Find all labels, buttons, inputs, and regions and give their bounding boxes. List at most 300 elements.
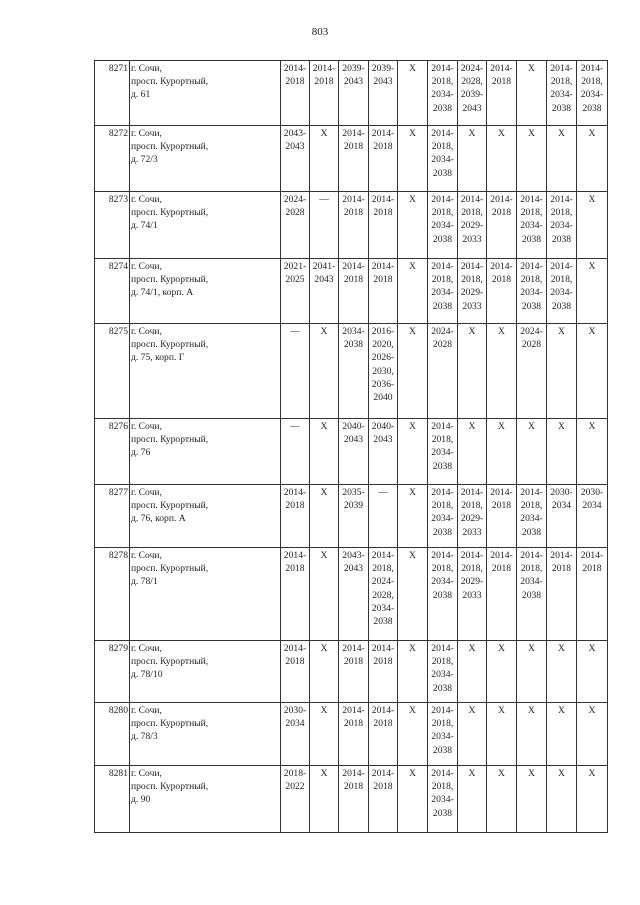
period-line: X — [409, 550, 416, 561]
period-cell — [458, 641, 487, 703]
address-line: г. Сочи, — [131, 705, 162, 716]
address-line: д. 78/1 — [131, 576, 158, 588]
period-line: 2018 — [285, 76, 305, 88]
period-line: 2043 — [314, 274, 334, 286]
period-cell — [339, 703, 369, 766]
table-row — [95, 703, 608, 766]
period-cell — [577, 126, 608, 192]
period-cell — [547, 324, 577, 419]
period-line: X — [409, 643, 416, 654]
period-cell — [369, 548, 398, 641]
period-line: 2034- — [431, 794, 454, 806]
period-line: 2024- — [371, 576, 395, 588]
period-line: 2029- — [460, 513, 484, 525]
period-line: 2014- — [550, 63, 573, 74]
period-line: 2043 — [462, 102, 482, 114]
address-line: д. 74/1 — [131, 220, 158, 232]
period-line: 2018 — [491, 207, 512, 219]
period-line: 2034- — [431, 669, 454, 681]
period-line: 2034- — [431, 447, 454, 459]
period-line: 2034- — [342, 326, 365, 337]
period-cell — [517, 766, 547, 833]
address-cell — [130, 126, 281, 192]
period-line: X — [320, 550, 328, 561]
period-line: 2034- — [371, 602, 395, 614]
period-cell — [547, 485, 577, 548]
period-line: 2014- — [490, 261, 513, 272]
period-cell — [487, 61, 517, 126]
period-cell — [398, 548, 428, 641]
period-cell — [458, 485, 487, 548]
period-cell — [339, 324, 369, 419]
row-number: 8275 — [95, 324, 130, 419]
period-line: — — [290, 326, 300, 337]
period-cell — [428, 485, 458, 548]
table-row — [95, 548, 608, 641]
address-line: просп. Курортный, — [131, 434, 209, 446]
period-line: 2014- — [342, 128, 365, 139]
period-line: 2030- — [283, 705, 307, 716]
period-cell — [517, 61, 547, 126]
period-line: 2014- — [431, 487, 454, 498]
address-line: д. 75, корп. Г — [131, 352, 185, 364]
address-cell — [130, 419, 281, 485]
period-line: X — [320, 421, 328, 432]
period-line: 2018 — [373, 718, 393, 730]
period-line: 2034- — [431, 154, 454, 166]
period-line: 2018, — [431, 434, 454, 446]
period-line: 2021- — [283, 261, 307, 272]
period-line: 2034- — [431, 89, 454, 101]
period-line: 2018, — [431, 274, 454, 286]
address-line: д. 72/3 — [131, 154, 158, 166]
period-cell — [339, 259, 369, 324]
period-line: 2020, — [372, 339, 394, 351]
period-line: X — [409, 326, 416, 337]
period-line: 2029- — [460, 287, 484, 299]
period-cell — [517, 419, 547, 485]
period-line: 2014- — [431, 128, 454, 139]
period-line: 2022 — [285, 781, 305, 793]
period-cell — [369, 766, 398, 833]
address-line: просп. Курортный, — [131, 141, 209, 153]
period-line: 2014- — [342, 194, 365, 205]
address-line: просп. Курортный, — [131, 781, 209, 793]
period-line: 2018- — [283, 768, 307, 779]
period-line: 2018, — [581, 76, 603, 88]
address-line: г. Сочи, — [131, 421, 162, 432]
period-cell — [369, 192, 398, 259]
period-cell — [339, 766, 369, 833]
period-line: 2014- — [520, 487, 543, 498]
period-line: 2038 — [521, 589, 542, 601]
period-line: X — [320, 705, 328, 716]
period-line: 2018 — [343, 718, 364, 730]
period-cell — [517, 126, 547, 192]
period-cell — [281, 61, 310, 126]
address-line: г. Сочи, — [131, 194, 162, 205]
period-cell — [398, 419, 428, 485]
period-line: X — [468, 421, 476, 432]
period-cell — [458, 766, 487, 833]
period-line: 2030, — [372, 365, 394, 377]
period-cell — [428, 126, 458, 192]
period-cell — [577, 324, 608, 419]
period-cell — [577, 548, 608, 641]
period-line: 2014- — [371, 261, 395, 272]
period-line: 2014- — [460, 550, 484, 561]
period-line: 2038 — [432, 589, 453, 601]
table-row — [95, 259, 608, 324]
period-line: X — [588, 194, 596, 205]
period-cell — [369, 703, 398, 766]
row-number: 8279 — [95, 641, 130, 703]
period-line: 2018 — [373, 207, 393, 219]
period-cell — [487, 192, 517, 259]
period-line: X — [498, 705, 505, 716]
row-number: 8281 — [95, 766, 130, 833]
period-cell — [428, 192, 458, 259]
period-line: X — [588, 705, 596, 716]
period-line: 2034- — [431, 576, 454, 588]
period-line: 2018 — [343, 207, 364, 219]
period-line: — — [378, 487, 388, 498]
period-line: 2024- — [431, 326, 454, 337]
period-line: 2018, — [431, 76, 454, 88]
period-line: 2043 — [285, 141, 305, 153]
period-cell — [281, 126, 310, 192]
table-row — [95, 192, 608, 259]
period-cell — [428, 548, 458, 641]
period-line: X — [409, 487, 416, 498]
period-line: 2038 — [551, 102, 572, 114]
period-line: X — [558, 128, 565, 139]
period-line: 2018 — [373, 141, 393, 153]
period-line: 2029- — [460, 220, 484, 232]
period-cell — [577, 259, 608, 324]
period-line: 2028 — [432, 339, 453, 351]
address-line: д. 61 — [131, 89, 151, 101]
period-line: 2018 — [285, 563, 305, 575]
address-cell — [130, 192, 281, 259]
period-cell — [458, 419, 487, 485]
period-cell — [398, 61, 428, 126]
period-line: 2038 — [432, 233, 453, 245]
period-cell — [458, 61, 487, 126]
period-cell — [428, 766, 458, 833]
address-line: г. Сочи, — [131, 768, 162, 779]
period-cell — [369, 126, 398, 192]
period-line: X — [588, 643, 596, 654]
period-line: 2014- — [460, 487, 484, 498]
period-line: 2038 — [432, 744, 453, 756]
period-line: 2018 — [285, 656, 305, 668]
period-line: 2034- — [550, 220, 573, 232]
period-cell — [517, 192, 547, 259]
period-line: 2028 — [521, 339, 542, 351]
period-line: 2018 — [343, 274, 364, 286]
period-line: X — [498, 421, 505, 432]
period-line: 2038 — [373, 616, 393, 628]
period-line: X — [528, 128, 535, 139]
period-cell — [281, 766, 310, 833]
period-cell — [339, 192, 369, 259]
period-cell — [577, 61, 608, 126]
period-cell — [369, 324, 398, 419]
period-cell — [547, 703, 577, 766]
period-cell — [310, 485, 339, 548]
period-line: 2038 — [432, 526, 453, 538]
period-line: 2036- — [371, 378, 395, 390]
period-line: X — [409, 705, 416, 716]
period-line: 2018 — [582, 563, 602, 575]
period-line: 2029- — [460, 576, 484, 588]
period-line: 2034- — [580, 89, 604, 101]
period-line: X — [498, 768, 505, 779]
period-line: X — [468, 128, 476, 139]
period-line: 2014- — [431, 261, 454, 272]
period-line: 2014- — [312, 63, 336, 74]
period-cell — [487, 485, 517, 548]
period-line: 2018, — [520, 500, 543, 512]
period-cell — [398, 324, 428, 419]
period-line: 2018 — [551, 563, 572, 575]
period-line: 2034- — [550, 89, 573, 101]
period-line: X — [320, 643, 328, 654]
period-line: 2038 — [521, 300, 542, 312]
period-line: X — [409, 421, 416, 432]
period-line: 2034- — [431, 287, 454, 299]
period-line: 2025 — [285, 274, 305, 286]
period-line: 2038 — [432, 682, 453, 694]
period-cell — [281, 703, 310, 766]
address-line: просп. Курортный, — [131, 274, 209, 286]
period-line: 2018, — [550, 76, 573, 88]
period-line: 2014- — [371, 768, 395, 779]
period-cell — [369, 419, 398, 485]
period-line: X — [558, 326, 565, 337]
period-line: X — [558, 768, 565, 779]
address-line: просп. Курортный, — [131, 207, 209, 219]
period-line: 2018, — [461, 563, 483, 575]
period-line: 2014- — [371, 194, 395, 205]
period-line: X — [409, 768, 416, 779]
address-cell — [130, 61, 281, 126]
period-line: 2034- — [520, 576, 543, 588]
period-line: 2014- — [431, 768, 454, 779]
row-number: 8273 — [95, 192, 130, 259]
period-cell — [310, 419, 339, 485]
period-line: 2014- — [490, 487, 513, 498]
period-line: 2018, — [431, 563, 454, 575]
period-cell — [310, 126, 339, 192]
period-line: 2043 — [343, 434, 364, 446]
period-line: 2028, — [372, 589, 394, 601]
period-cell — [458, 126, 487, 192]
period-line: X — [409, 63, 416, 74]
period-line: 2014- — [342, 768, 365, 779]
period-cell — [310, 259, 339, 324]
period-cell — [281, 192, 310, 259]
period-line: 2040- — [342, 421, 365, 432]
period-line: 2043 — [373, 76, 393, 88]
period-line: 2034- — [550, 287, 573, 299]
period-line: 2018 — [343, 781, 364, 793]
period-cell — [547, 548, 577, 641]
period-line: 2014- — [371, 550, 395, 561]
period-cell — [369, 641, 398, 703]
period-line: 2034 — [582, 500, 602, 512]
period-line: 2026- — [371, 352, 395, 364]
period-cell — [398, 126, 428, 192]
period-line: 2018, — [461, 207, 483, 219]
period-line: 2034 — [551, 500, 572, 512]
period-cell — [281, 259, 310, 324]
period-line: 2034- — [431, 220, 454, 232]
row-number: 8276 — [95, 419, 130, 485]
period-cell — [310, 548, 339, 641]
period-line: 2038 — [432, 807, 453, 819]
period-line: X — [468, 705, 476, 716]
period-line: 2034- — [520, 287, 543, 299]
period-line: X — [468, 768, 476, 779]
period-line: 2043 — [343, 563, 364, 575]
period-cell — [577, 641, 608, 703]
address-cell — [130, 766, 281, 833]
period-line: 2014- — [490, 550, 513, 561]
period-line: X — [528, 421, 535, 432]
period-line: 2014- — [490, 194, 513, 205]
period-line: 2014- — [342, 643, 365, 654]
period-cell — [487, 259, 517, 324]
table-row — [95, 324, 608, 419]
period-cell — [547, 61, 577, 126]
address-line: просп. Курортный, — [131, 563, 209, 575]
period-line: 2038 — [521, 233, 542, 245]
period-line: 2014- — [520, 194, 543, 205]
period-line: X — [468, 326, 476, 337]
period-line: 2018 — [373, 656, 393, 668]
period-line: 2014- — [431, 705, 454, 716]
address-line: г. Сочи, — [131, 487, 162, 498]
period-cell — [547, 192, 577, 259]
period-cell — [339, 419, 369, 485]
period-line: 2014- — [550, 261, 573, 272]
period-line: 2038 — [551, 300, 572, 312]
address-line: д. 78/3 — [131, 731, 158, 743]
row-number: 8280 — [95, 703, 130, 766]
period-line: 2043 — [373, 434, 393, 446]
period-cell — [398, 485, 428, 548]
address-line: просп. Курортный, — [131, 718, 209, 730]
period-line: 2018 — [373, 781, 393, 793]
period-line: — — [319, 194, 329, 205]
period-cell — [487, 324, 517, 419]
period-line: 2028, — [461, 76, 483, 88]
address-cell — [130, 324, 281, 419]
period-line: 2038 — [432, 300, 453, 312]
period-line: 2034 — [285, 718, 305, 730]
period-line: 2014- — [371, 705, 395, 716]
period-cell — [398, 259, 428, 324]
period-line: 2034- — [431, 513, 454, 525]
period-line: X — [558, 705, 565, 716]
address-line: г. Сочи, — [131, 643, 162, 654]
period-cell — [339, 548, 369, 641]
period-line: 2018, — [431, 781, 454, 793]
period-cell — [458, 548, 487, 641]
period-line: 2040 — [373, 392, 393, 404]
period-cell — [458, 703, 487, 766]
table-row — [95, 419, 608, 485]
period-line: 2014- — [520, 261, 543, 272]
period-cell — [547, 126, 577, 192]
period-cell — [281, 548, 310, 641]
period-line: 2039 — [343, 500, 364, 512]
period-cell — [577, 766, 608, 833]
period-line: X — [528, 63, 535, 74]
period-line: 2014- — [371, 128, 395, 139]
period-line: 2018 — [314, 76, 334, 88]
period-cell — [547, 259, 577, 324]
period-line: 2043 — [343, 76, 364, 88]
period-cell — [487, 703, 517, 766]
period-line: 2014- — [283, 487, 307, 498]
period-line: — — [290, 421, 300, 432]
address-cell — [130, 703, 281, 766]
period-line: 2014- — [283, 63, 307, 74]
period-line: 2018, — [431, 500, 454, 512]
address-line: г. Сочи, — [131, 550, 162, 561]
row-number: 8278 — [95, 548, 130, 641]
address-cell — [130, 548, 281, 641]
period-cell — [310, 641, 339, 703]
row-number: 8272 — [95, 126, 130, 192]
period-cell — [577, 703, 608, 766]
address-line: просп. Курортный, — [131, 76, 209, 88]
period-line: 2033 — [462, 526, 482, 538]
period-cell — [310, 324, 339, 419]
period-cell — [517, 324, 547, 419]
period-cell — [487, 419, 517, 485]
table-row — [95, 485, 608, 548]
period-line: 2038 — [432, 460, 453, 472]
period-line: 2018 — [491, 274, 512, 286]
period-line: X — [409, 261, 416, 272]
period-cell — [281, 485, 310, 548]
address-cell — [130, 641, 281, 703]
period-cell — [517, 259, 547, 324]
period-line: 2034- — [520, 220, 543, 232]
period-cell — [428, 259, 458, 324]
page-number: 803 — [311, 26, 329, 38]
period-cell — [577, 192, 608, 259]
period-line: X — [588, 421, 596, 432]
address-line: д. 76, корп. А — [131, 513, 186, 525]
period-line: 2014- — [431, 194, 454, 205]
row-number: 8274 — [95, 259, 130, 324]
period-cell — [428, 703, 458, 766]
table-row — [95, 61, 608, 126]
period-cell — [369, 61, 398, 126]
period-line: 2035- — [342, 487, 365, 498]
period-line: 2039- — [371, 63, 395, 74]
period-line: X — [320, 768, 328, 779]
period-line: 2018, — [431, 207, 454, 219]
register-table — [94, 60, 608, 833]
period-line: 2033 — [462, 233, 482, 245]
period-line: X — [528, 705, 535, 716]
